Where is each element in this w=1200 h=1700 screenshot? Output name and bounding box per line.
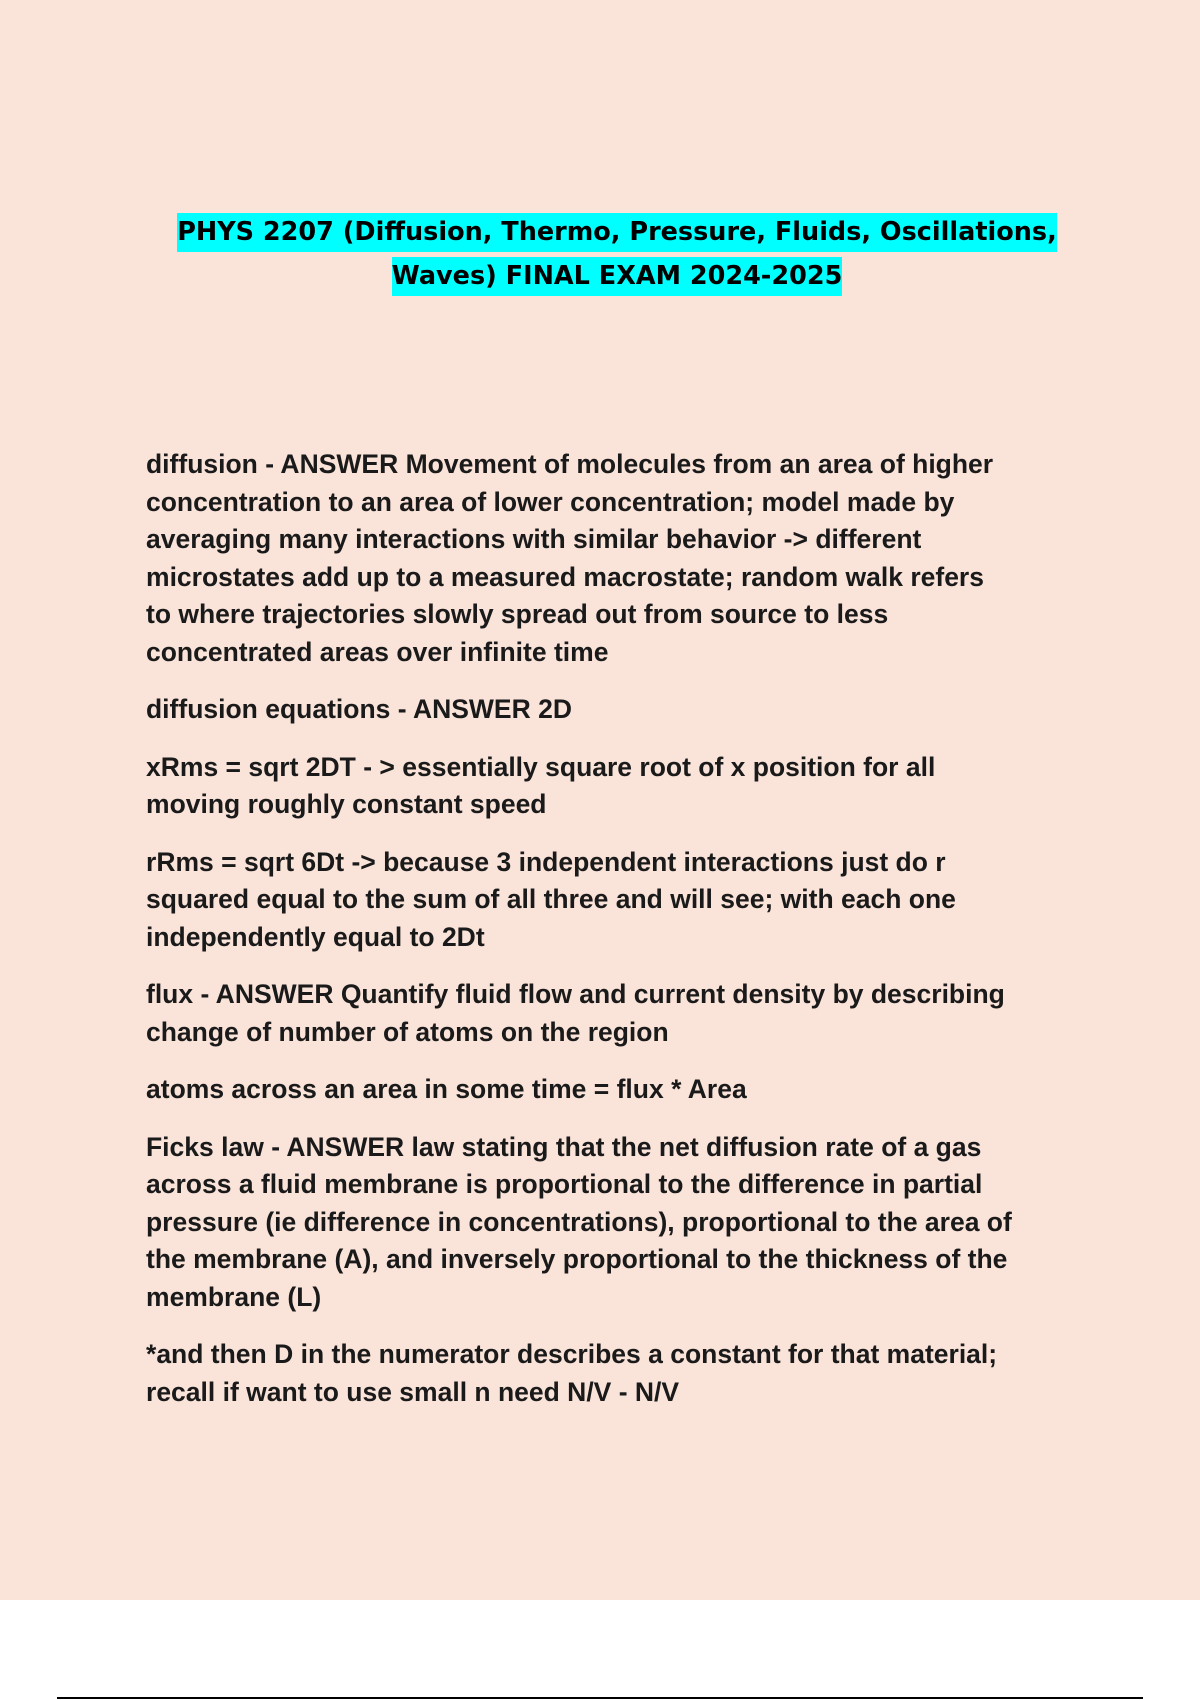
paragraph-rrms bbox=[146, 844, 1096, 957]
paragraph-d-constant bbox=[146, 1336, 1096, 1411]
text-line: the membrane (A), and inversely proportional to the thickness of the bbox=[146, 1244, 1008, 1274]
text-line: atoms across an area in some time = flux * Area bbox=[146, 1074, 747, 1104]
paragraph-diffusion-equations bbox=[146, 691, 1096, 729]
text-line: concentration to an area of lower concentration; model made by bbox=[146, 486, 955, 517]
text-line: rRms = sqrt 6Dt -> because 3 independent interactions just do r bbox=[146, 846, 946, 877]
text-line: diffusion - ANSWER Movement of molecules from an area of higher bbox=[146, 449, 994, 479]
footer-divider bbox=[57, 1697, 1143, 1699]
text-line: microstates add up to a measured macrostate; random walk refers bbox=[146, 561, 984, 592]
document-title bbox=[146, 210, 1088, 298]
paragraph-diffusion bbox=[146, 446, 1096, 671]
text-line: Ficks law - ANSWER law stating that the net diffusion rate of a gas bbox=[146, 1131, 982, 1162]
text-line: *and then D in the numerator describes a constant for that material; bbox=[146, 1339, 998, 1369]
text-line: moving roughly constant speed bbox=[146, 789, 547, 819]
text-line: across a fluid membrane is proportional to the difference in partial bbox=[146, 1169, 983, 1199]
text-line: change of number of atoms on the region bbox=[146, 1016, 669, 1047]
text-line: xRms = sqrt 2DT - > essentially square root of x position for all bbox=[146, 751, 936, 782]
paragraph-xrms bbox=[146, 749, 1096, 824]
text-line: averaging many interactions with similar behavior -> different bbox=[146, 524, 922, 554]
text-line: flux - ANSWER Quantify fluid flow and current density by describing bbox=[146, 979, 1005, 1009]
text-line: pressure (ie difference in concentrations), proportional to the area of bbox=[146, 1206, 1012, 1237]
text-line: diffusion equations - ANSWER 2D bbox=[146, 694, 572, 724]
title-line-2: Waves) FINAL EXAM 2024-2025 bbox=[392, 257, 843, 296]
text-line: squared equal to the sum of all three and will see; with each one bbox=[146, 884, 956, 914]
text-line: recall if want to use small n need N/V - N/V bbox=[146, 1376, 680, 1407]
text-line: to where trajectories slowly spread out from source to less bbox=[146, 599, 889, 629]
paragraph-ficks-law bbox=[146, 1129, 1096, 1317]
paragraph-flux bbox=[146, 976, 1096, 1051]
paragraph-atoms-across-area bbox=[146, 1071, 1096, 1109]
document-body bbox=[146, 446, 1096, 1431]
text-line: membrane (L) bbox=[146, 1281, 322, 1312]
text-line: concentrated areas over infinite time bbox=[146, 636, 609, 667]
text-line: independently equal to 2Dt bbox=[146, 921, 485, 952]
title-line-1: PHYS 2207 (Diffusion, Thermo, Pressure, Fluids, Oscillations, bbox=[177, 213, 1057, 252]
